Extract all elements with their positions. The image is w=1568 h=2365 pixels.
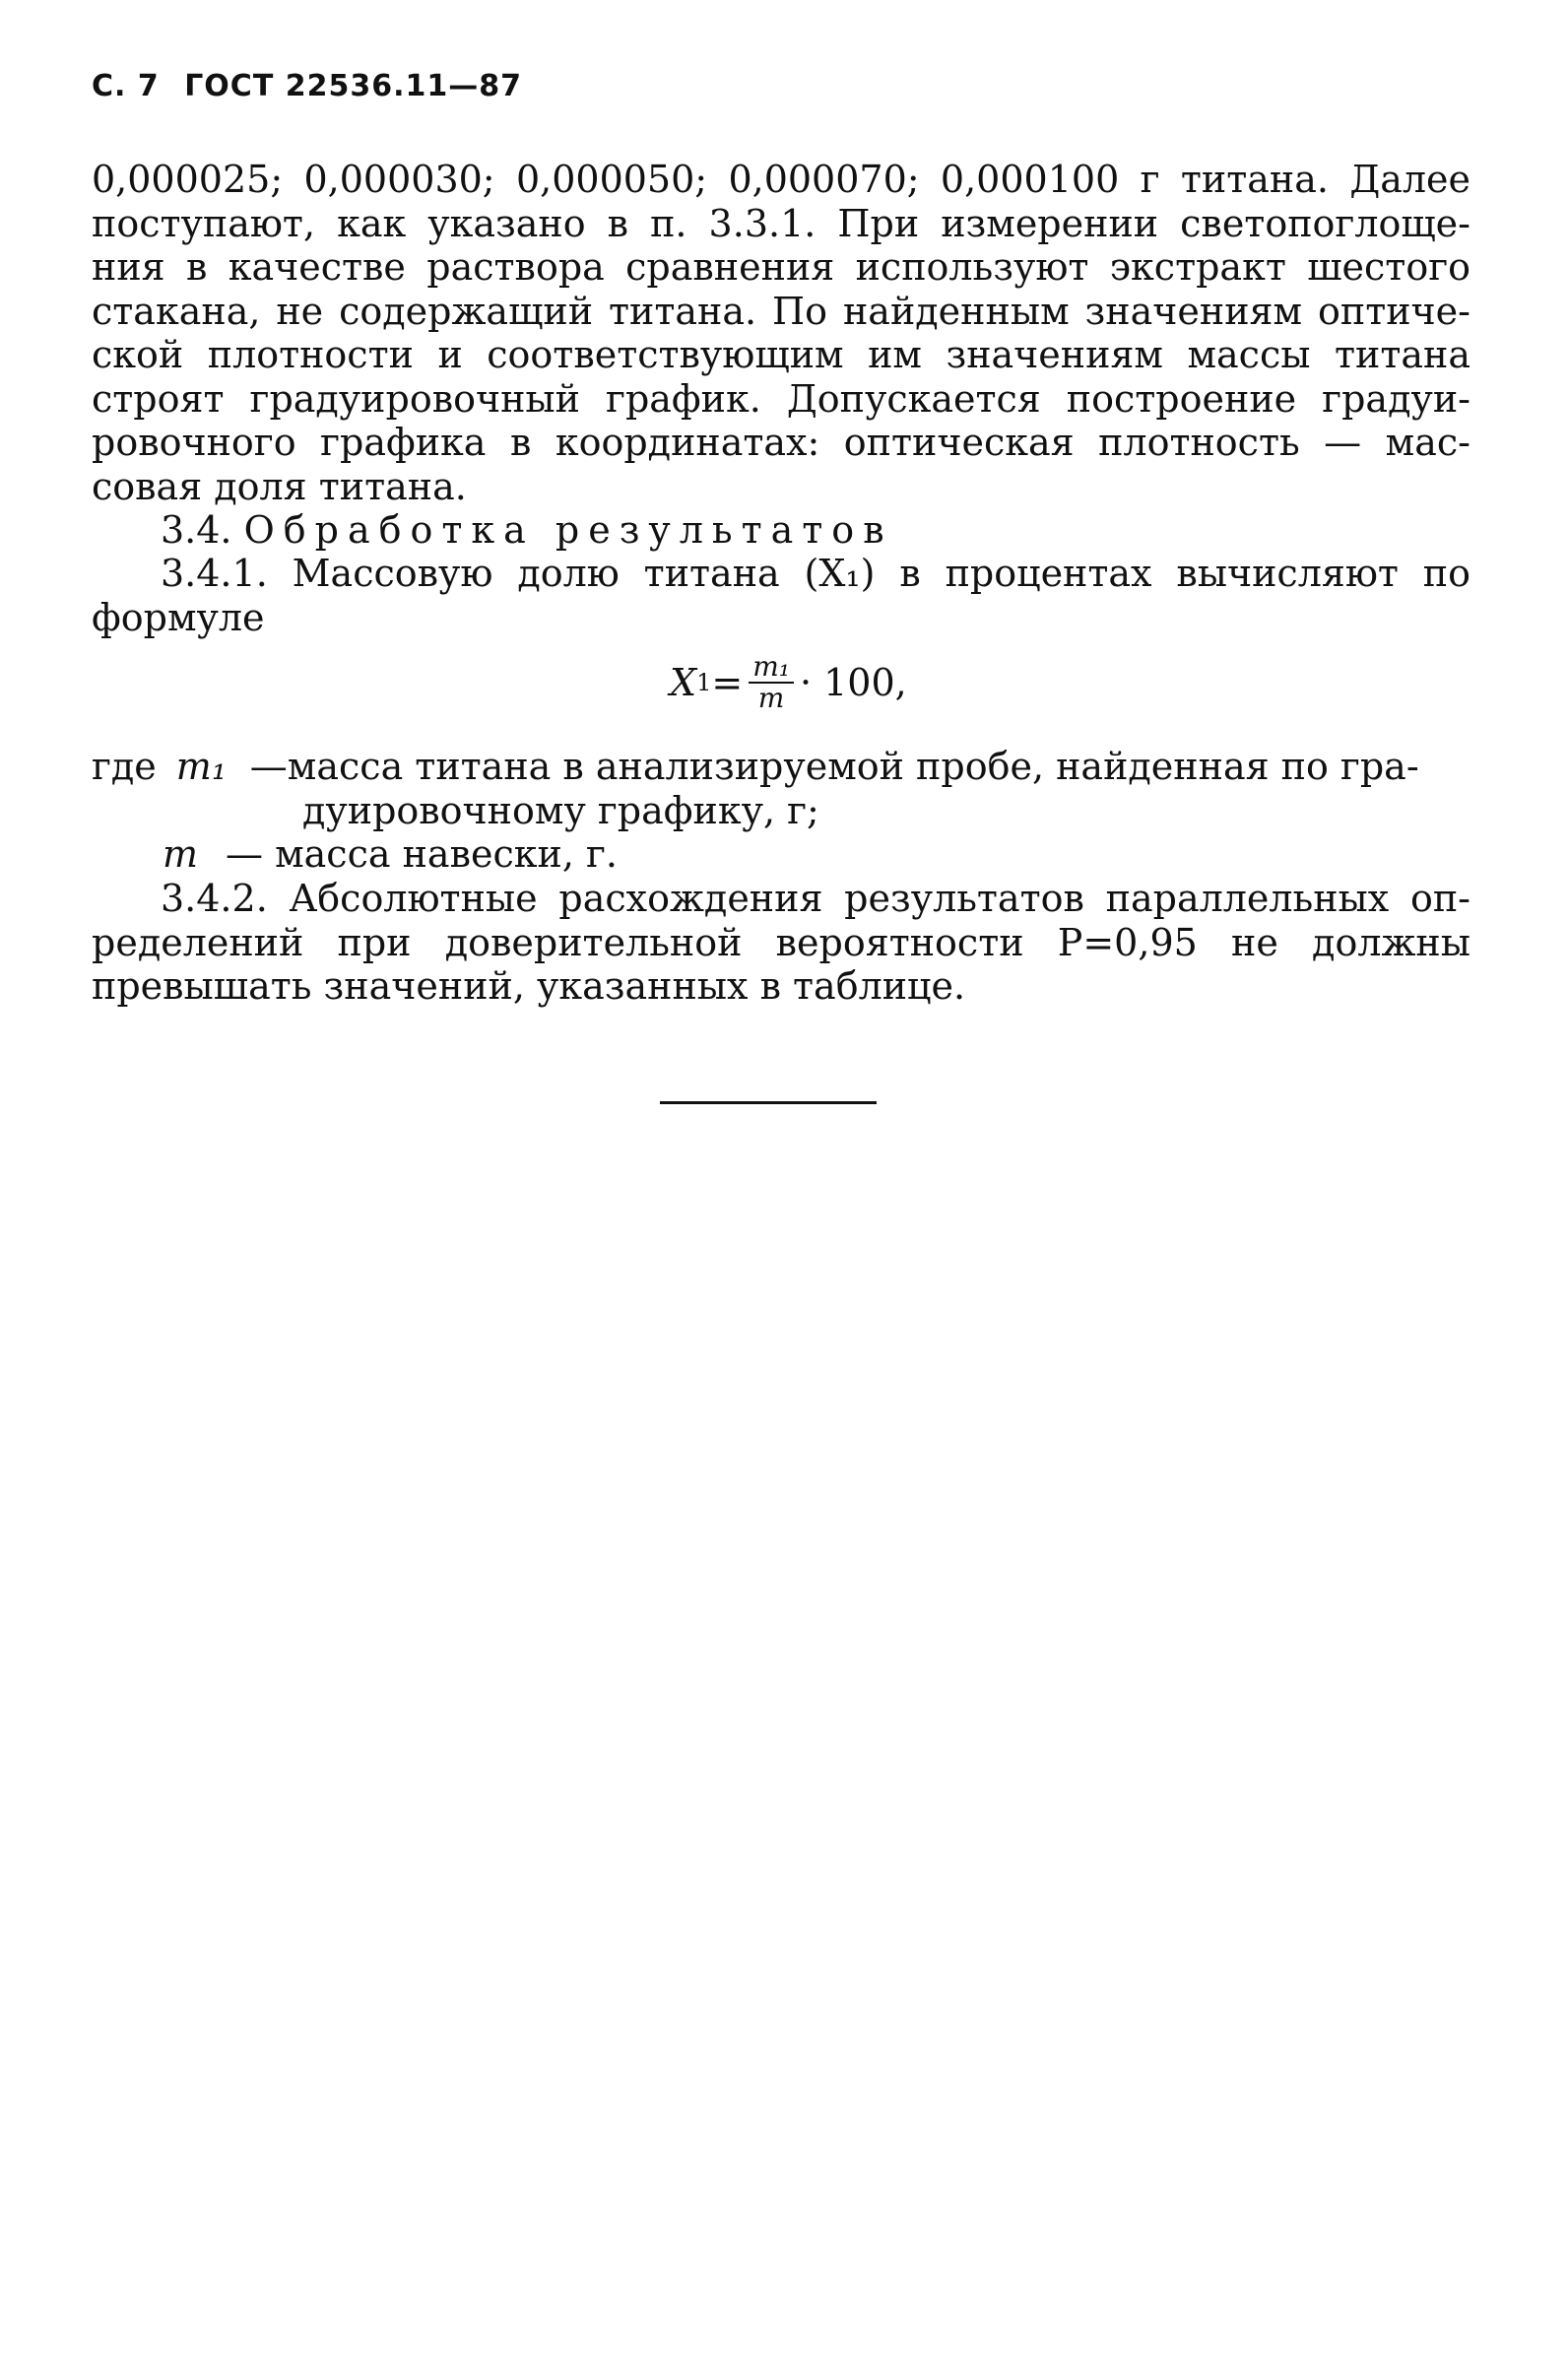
formula-fraction (749, 652, 794, 713)
symbol-m: m (163, 832, 199, 876)
mass-fraction-formula (670, 652, 907, 713)
text-line: превышать значений, указанных в таблице. (92, 964, 966, 1008)
formula-numerator: m₁ (749, 652, 794, 684)
definition-m1-continuation: дуировочному графику, г; (302, 788, 819, 832)
text-line: строят градуировочный график. Допускается построение градуи- (92, 376, 1470, 421)
where-prefix: где (92, 745, 157, 788)
end-divider (660, 1101, 877, 1104)
paragraph-3-4-1 (92, 552, 1470, 639)
text-line: ской плотности и соответствующим им значениям массы титана (92, 333, 1470, 376)
page-header (92, 69, 536, 103)
formula-lhs-subscript: 1 (696, 669, 712, 696)
text-line: ределений при доверительной вероятности P=0,95 не должны (92, 920, 1470, 964)
definition-m (92, 832, 1470, 877)
section-number: 3.4. (161, 508, 232, 552)
paragraph-3-4-2 (92, 877, 1470, 1009)
text-line: ровочного графика в координатах: оптическая плотность — мас- (92, 421, 1470, 464)
definition-m1 (92, 745, 1470, 789)
section-title: Обработка результатов (243, 508, 893, 552)
page-number: С. 7 (92, 69, 160, 103)
text-line: ния в качестве раствора сравнения используют экстракт шестого (92, 245, 1470, 289)
text-line: 3.4.2. Абсолютные расхождения результатов параллельных оп- (161, 877, 1470, 920)
definition-m-text: — масса навески, г. (226, 832, 618, 876)
definition-m1-text: —масса титана в анализируемой пробе, найденная по гра- (249, 745, 1419, 788)
paragraph-calibration (92, 158, 1470, 508)
section-3-4-heading (92, 508, 1470, 553)
symbol-m1: m₁ (175, 745, 228, 788)
text-line: формуле (92, 595, 265, 639)
standard-number: ГОСТ 22536.11—87 (184, 69, 522, 103)
text-line: поступают, как указано в п. 3.3.1. При измерении светопоглоще- (92, 201, 1470, 245)
formula-equals: = (711, 661, 744, 704)
formula-rhs: · 100, (799, 661, 907, 704)
formula-denominator: m (757, 682, 785, 714)
text-line: 3.4.1. Массовую долю титана (X₁) в процентах вычисляют по (161, 552, 1470, 595)
formula-definitions (92, 745, 1470, 877)
text-line: 0,000025; 0,000030; 0,000050; 0,000070; 0,000100 г титана. Далее (92, 158, 1470, 201)
text-line: совая доля титана. (92, 464, 467, 508)
text-line: стакана, не содержащий титана. По найденным значениям оптиче- (92, 289, 1470, 333)
formula-lhs: X (670, 661, 697, 704)
